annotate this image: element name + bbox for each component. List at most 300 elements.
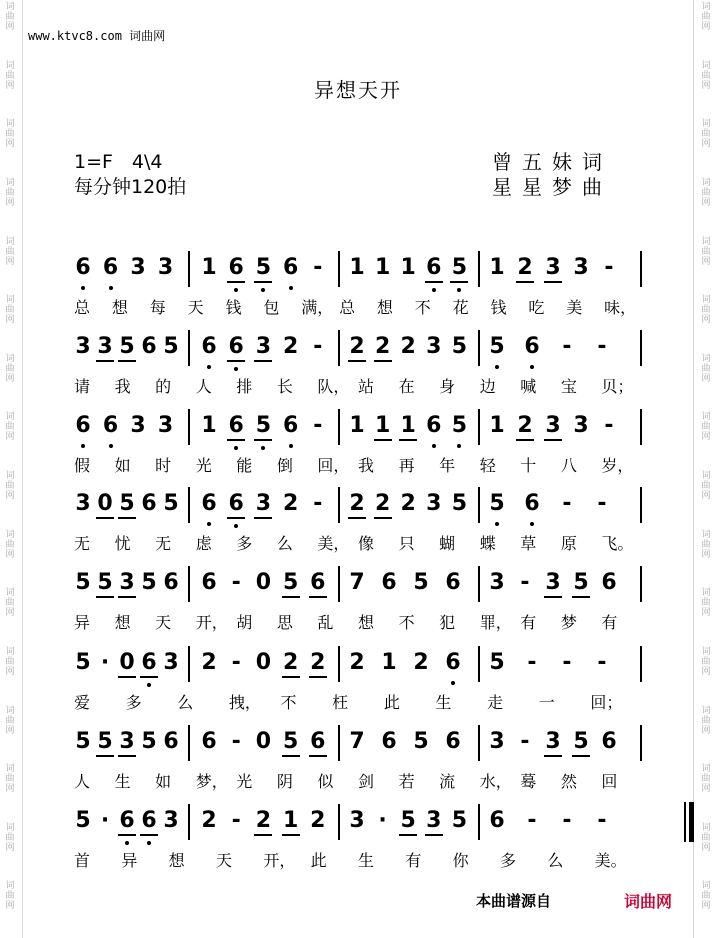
lyrics-row [74,374,654,398]
note: 3 [97,334,113,359]
watermark-char: 曲 [5,774,15,785]
lyric-syllable: 生 [358,851,375,870]
note: 3 [573,255,589,280]
watermark-char: 网 [5,842,15,853]
lyric-syllable: 无 [74,534,91,553]
measure [200,729,336,759]
watermark-char: 网 [701,432,711,443]
lyric-syllable: 乱 [317,613,334,632]
lyric-syllable: 生 [114,772,131,791]
note: - [313,334,323,359]
footer-brand-link[interactable]: 词曲网 [624,892,673,911]
notes-row [74,729,644,759]
lyric-syllable: 总 [339,298,356,317]
note: - [313,255,323,280]
score-line [74,650,644,712]
watermark-char: 词 [5,2,15,12]
lyric-syllable: 飞。 [601,534,634,553]
note: 6 [282,413,299,438]
note: · [100,808,110,833]
barline [338,487,340,523]
note: 6 [381,729,397,754]
watermark-char: 词 [5,705,15,716]
lyric-syllable: 能 [236,456,253,475]
lyric-syllable: 十 [520,456,537,475]
note: 5 [163,334,179,359]
lyric-syllable: 此 [310,851,327,870]
lyric-syllable: 虑 [195,534,212,553]
measure [200,413,336,443]
measure [348,334,476,364]
lyric-syllable: 年 [439,456,456,475]
watermark-char: 网 [5,901,15,912]
note: 3 [545,729,561,754]
lyric-syllable: 想 [114,613,131,632]
lyric-syllable: 天 [216,851,233,870]
barline [640,251,642,287]
note: - [313,491,323,516]
watermark-char: 曲 [701,187,711,198]
lyric-syllable: 么 [177,693,194,712]
measure [200,491,336,521]
note: 6 [601,729,617,754]
key-meter: 1=F 4\4 [74,151,163,173]
note: 5 [75,650,91,675]
lyric-syllable: 钱 [225,298,242,317]
note: - [231,729,241,754]
note: 3 [573,413,589,438]
watermark-char: 网 [701,725,711,736]
lyric-syllable: 走 [487,693,504,712]
note: - [562,650,572,675]
watermark-char: 词 [5,881,15,892]
note: 5 [400,808,416,833]
watermark-char: 网 [701,22,711,32]
song-meta-left [74,150,186,200]
watermark-char: 曲 [5,832,15,843]
lyric-syllable: 八 [560,456,577,475]
note: 3 [426,491,442,516]
note: 3 [75,334,91,359]
notes-row [74,334,644,364]
watermark-char: 词 [701,2,711,12]
note: - [231,650,241,675]
notes-row [74,255,644,285]
note: 2 [413,650,429,675]
watermark-char: 曲 [701,715,711,726]
lyric-syllable: 不 [414,298,431,317]
note: 2 [517,255,533,280]
watermark-char: 词 [701,705,711,716]
note: 6 [445,570,461,595]
barline [188,251,190,287]
note: 2 [282,334,299,359]
note: 6 [201,334,217,359]
watermark-char: 网 [701,139,711,150]
lyric-syllable: 回； [590,693,623,712]
lyric-syllable: 满， [301,298,334,317]
note: 3 [545,570,561,595]
note: 5 [75,570,91,595]
lyric-syllable: 像 [358,534,375,553]
note: 7 [349,729,365,754]
note: 6 [102,255,119,280]
note: 2 [282,491,299,516]
lyric-syllable: 美。 [594,851,627,870]
note: 5 [451,413,468,438]
measure [348,491,476,521]
watermark-char: 网 [5,432,15,443]
measure [74,650,184,680]
note: 5 [97,729,113,754]
watermark-unit [5,235,14,294]
note: 1 [400,413,416,438]
note: 2 [349,334,365,359]
note: 5 [141,570,157,595]
note: 3 [119,570,135,595]
watermark-char: 曲 [5,891,15,902]
site-url[interactable]: www.ktvc8.com 词曲网 [28,29,166,43]
watermark-char: 曲 [701,422,711,433]
lyric-syllable: 想 [358,613,375,632]
note: 6 [201,729,217,754]
watermark-unit [701,586,710,645]
watermark-char: 词 [5,353,15,364]
watermark-unit [701,704,710,763]
watermark-char: 曲 [5,12,15,22]
measure [74,808,184,838]
barline [640,646,642,682]
lyric-syllable: 开， [263,851,296,870]
watermark-char: 词 [5,177,15,188]
score-line [74,491,644,553]
watermark-char: 网 [701,256,711,267]
note: 1 [400,255,416,280]
watermark-unit [701,821,710,880]
watermark-unit [5,117,14,176]
lyric-syllable: 梦 [560,613,577,632]
lyric-syllable: 异 [74,613,91,632]
watermark-char: 曲 [701,832,711,843]
watermark-char: 网 [5,80,15,91]
note: 6 [141,491,157,516]
notes-row [74,491,644,521]
tempo: 每分钟120拍 [74,176,187,198]
note: 6 [163,729,179,754]
lyrics-row [74,769,654,793]
note: 2 [400,334,416,359]
note: - [562,491,572,516]
watermark-char: 词 [5,588,15,599]
barline [478,566,480,602]
note: 3 [163,650,179,675]
note: 1 [201,413,217,438]
watermark-char: 词 [701,119,711,130]
watermark-char: 网 [701,901,711,912]
note: 3 [545,255,561,280]
notes-row [74,570,644,600]
measure [348,570,476,600]
note: 2 [310,650,326,675]
composer-credit: 星星梦曲 [492,175,612,199]
note: 6 [141,650,157,675]
watermark-char: 曲 [701,656,711,667]
barline [640,566,642,602]
barline [188,725,190,761]
note: 6 [445,650,461,675]
lyric-syllable: 再 [398,456,415,475]
watermark-char: 词 [5,412,15,423]
barline [338,725,340,761]
watermark-char: 曲 [5,656,15,667]
lyrics-row [74,295,654,319]
note: 5 [75,729,91,754]
lyric-syllable: 蝴 [439,534,456,553]
lyric-syllable: 人 [74,772,91,791]
lyric-syllable: 有 [405,851,422,870]
lyric-syllable: 总 [74,298,91,317]
watermark-char: 曲 [701,539,711,550]
barline [338,646,340,682]
watermark-char: 词 [701,295,711,306]
barline [478,330,480,366]
note: 6 [228,255,244,280]
watermark-unit [5,293,14,352]
watermark-char: 曲 [701,598,711,609]
note: - [520,570,530,595]
note: 5 [97,570,113,595]
watermark-char: 网 [5,725,15,736]
note: 6 [524,334,540,359]
lyric-syllable: 时 [155,456,172,475]
watermark-char: 词 [701,588,711,599]
lyric-syllable: 在 [398,377,415,396]
note: 2 [349,491,365,516]
note: 6 [201,570,217,595]
lyric-syllable: 拽， [228,693,261,712]
watermark-unit [701,293,710,352]
watermark-unit [5,762,14,821]
note: 5 [119,491,135,516]
lyric-syllable: 么 [276,534,293,553]
note: 5 [489,334,505,359]
watermark-char: 词 [701,881,711,892]
lyric-syllable: 么 [547,851,564,870]
note: 3 [130,413,146,438]
watermark-unit [5,879,14,938]
barline [338,330,340,366]
watermark-char: 网 [701,549,711,560]
measure [74,491,184,521]
measure [488,729,628,759]
watermark-char: 曲 [5,363,15,374]
lyric-syllable: 思 [276,613,293,632]
note: 3 [157,255,174,280]
watermark-char: 词 [701,236,711,247]
lyric-syllable: 你 [452,851,469,870]
score-line [74,808,644,870]
note: 3 [255,491,272,516]
score-line [74,255,644,317]
lyric-syllable: 边 [479,377,496,396]
notes-row [74,650,644,680]
lyric-syllable: 草 [520,534,537,553]
barline [338,566,340,602]
lyric-syllable: 宝 [560,377,577,396]
note: 1 [349,255,365,280]
note: 2 [282,650,299,675]
lyric-syllable: 岁， [601,456,634,475]
note: 5 [413,729,429,754]
lyric-syllable: 人 [195,377,212,396]
note: 3 [157,413,174,438]
lyric-syllable: 原 [560,534,577,553]
lyric-syllable: 倒 [276,456,293,475]
note: 2 [201,808,217,833]
note: 5 [489,491,505,516]
watermark-char: 词 [701,471,711,481]
barline [640,487,642,523]
note: - [597,334,607,359]
lyric-syllable: 站 [358,377,375,396]
note: 2 [349,650,365,675]
watermark-char: 词 [5,471,15,481]
measure [348,729,476,759]
note: 1 [282,808,299,833]
watermark-unit [701,117,710,176]
measure [348,255,476,285]
note: 3 [349,808,365,833]
watermark-unit [701,0,710,59]
watermark-char: 网 [5,608,15,619]
lyric-syllable: 枉 [332,693,349,712]
lyric-syllable: 水， [479,772,512,791]
note: 3 [130,255,146,280]
watermark-char: 词 [5,236,15,247]
lyric-syllable: 蝶 [479,534,496,553]
watermark-char: 网 [701,666,711,677]
watermark-char: 曲 [701,891,711,902]
barline [188,804,190,840]
note: 2 [517,413,533,438]
note: · [378,808,387,833]
note: 1 [381,650,397,675]
lyric-syllable: 犯 [439,613,456,632]
lyric-syllable: 味， [604,298,637,317]
measure [488,491,628,521]
watermark-unit [5,176,14,235]
lyric-syllable: 光 [236,772,253,791]
note: 2 [255,808,272,833]
watermark-char: 曲 [5,481,15,491]
lyric-syllable: 多 [500,851,517,870]
measure [348,413,476,443]
watermark-unit [701,410,710,469]
watermark-unit [701,235,710,294]
barline [478,487,480,523]
watermark-char: 网 [5,491,15,501]
lyric-syllable: 天 [187,298,204,317]
watermark-char: 网 [701,197,711,208]
note: 3 [489,729,505,754]
watermark-char: 曲 [701,363,711,374]
barline [478,804,480,840]
lyric-syllable: 每 [149,298,166,317]
barline [338,804,340,840]
watermark-char: 曲 [5,246,15,257]
watermark-char: 网 [5,373,15,384]
watermark-char: 词 [5,119,15,130]
watermark-char: 网 [5,197,15,208]
lyrics-row [74,848,654,872]
note: 5 [451,255,468,280]
watermark-char: 网 [701,608,711,619]
watermark-char: 曲 [5,539,15,550]
note: 7 [349,570,365,595]
measure [74,334,184,364]
lyric-syllable: 一 [538,693,555,712]
note: 6 [310,570,326,595]
lyric-syllable: 光 [195,456,212,475]
lyric-syllable: 首 [74,851,91,870]
lyric-syllable: 我 [114,377,131,396]
note: 2 [201,650,217,675]
lyric-syllable: 喊 [520,377,537,396]
watermark-char: 词 [701,60,711,71]
note: 5 [282,729,299,754]
note: - [313,413,323,438]
score-line [74,413,644,475]
notes-row [74,413,644,443]
watermark-char: 词 [701,412,711,423]
lyric-syllable: 想 [111,298,128,317]
lyric-syllable: 只 [398,534,415,553]
lyric-syllable: 开， [195,613,228,632]
watermark-char: 曲 [701,481,711,491]
barline [478,646,480,682]
note: 3 [426,808,442,833]
watermark-char: 网 [5,22,15,32]
watermark-unit [5,410,14,469]
watermark-char: 网 [5,139,15,150]
note: 1 [349,413,365,438]
note: 3 [75,491,91,516]
watermark-char: 网 [5,666,15,677]
note: - [562,334,572,359]
lyric-syllable: 异 [121,851,138,870]
note: 6 [75,255,91,280]
measure [488,808,628,838]
measure [200,650,336,680]
lyric-syllable: 想 [168,851,185,870]
barline [188,646,190,682]
measure [74,729,184,759]
note: 1 [374,255,391,280]
measure [200,334,336,364]
note: 6 [426,413,442,438]
note: · [100,650,110,675]
lyrics-row [74,531,654,555]
measure [488,570,628,600]
watermark-char: 网 [5,549,15,560]
watermark-char: 网 [701,784,711,795]
note: 6 [163,570,179,595]
note: 3 [255,334,272,359]
note: 5 [451,808,468,833]
lyric-syllable: 身 [439,377,456,396]
note: 6 [524,491,540,516]
watermark-unit [5,469,14,528]
